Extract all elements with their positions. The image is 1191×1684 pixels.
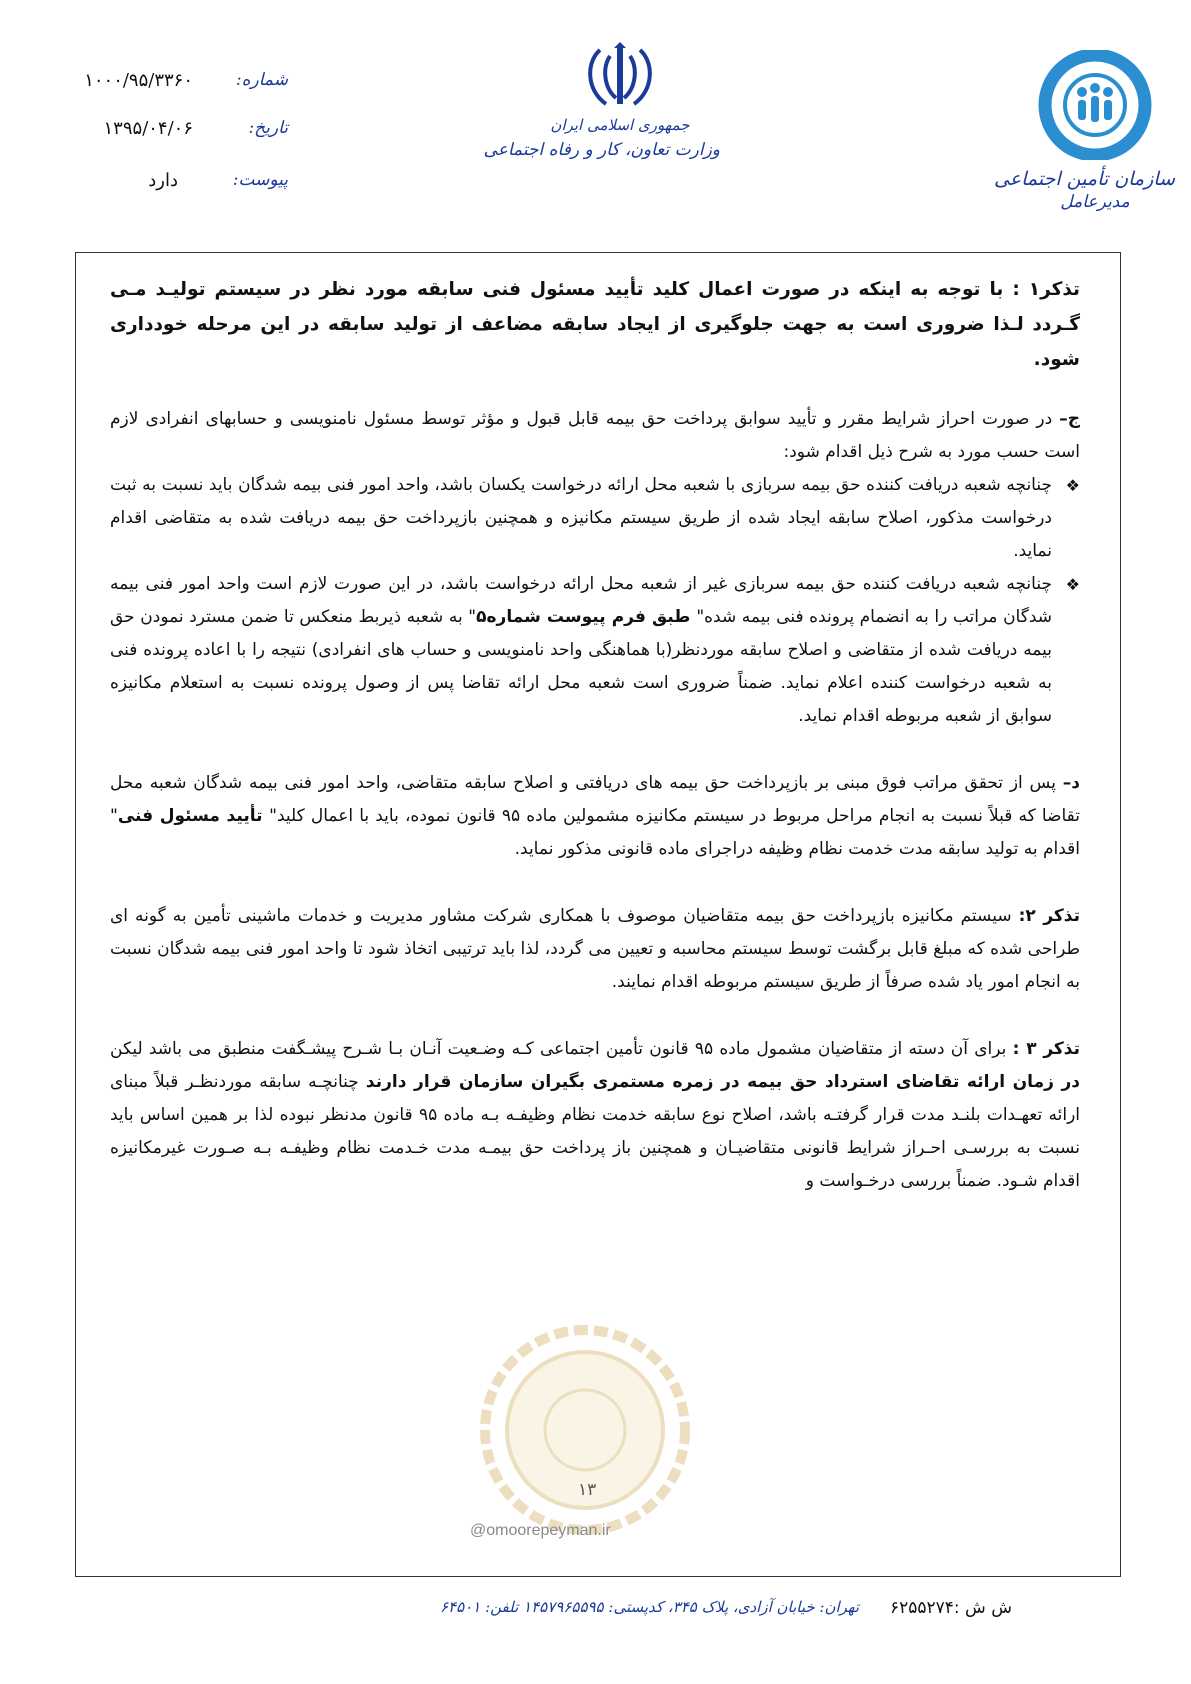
spacer — [110, 866, 1080, 900]
note-3-heading: تذکر ۳ : — [1012, 1039, 1081, 1059]
spacer — [110, 733, 1080, 767]
note-2-heading: تذکر ۲: — [1018, 906, 1080, 926]
bullet-item — [110, 568, 1080, 733]
page-number: ۱۳ — [578, 1480, 597, 1500]
watermark-text: @omoorepeyman.ir — [470, 1522, 611, 1539]
date-value: ۱۳۹۵/۰۴/۰۶ — [103, 118, 193, 139]
note-3 — [110, 1033, 1080, 1198]
ministry-header — [483, 42, 720, 160]
organization-sub: مدیرعامل — [1060, 192, 1130, 212]
bullet-item — [110, 469, 1080, 568]
social-security-logo-icon — [1030, 50, 1160, 160]
organization-name: سازمان تأمین اجتماعی — [993, 168, 1175, 190]
number-row — [48, 70, 288, 106]
organization-logo — [993, 50, 1175, 212]
bullet-2-text-b: " به شعبه ذیربط منعکس تا ضمن مسترد نمودن حق بیمه دریافت شده از متقاضی و اصلاح سابقه موردنظر(با هماهنگی واحد نامنویسی و حساب های انفرادی) نتیجه را با اعاده پرونده فنی به شعبه درخواست کننده اعلام نماید. ضمناً ضروری است شعبه محل ارائه تقاضا پس از وصول پرونده نسبت به استعلام مکانیزه سوابق از شعبه مربوطه اقدام نماید. — [110, 607, 1052, 726]
footer-code: ش ش :۶۲۵۵۲۷۴ — [890, 1598, 1012, 1618]
note-3-text-a: برای آن دسته از متقاضیان مشمول ماده ۹۵ قانون تأمین اجتماعی کـه وضـعیت آنـان بـا شـرح پیشـگفت منطبق می باشد لیکن — [110, 1039, 1013, 1059]
footer-address: تهران: خیابان آزادی، پلاک ۳۴۵، کدپستی: ۱۴۵۷۹۶۵۵۹۵ تلفن: ۶۴۵۰۱ — [440, 1598, 860, 1616]
date-row — [48, 118, 288, 154]
date-label: تاریخ: — [248, 118, 288, 138]
section-j — [110, 403, 1080, 469]
diamond-bullet-icon: ❖ — [1065, 575, 1080, 594]
number-label: شماره: — [235, 70, 288, 90]
bullet-2-bold: طبق فرم پیوست شماره۵ — [476, 607, 697, 627]
iran-emblem-icon — [580, 42, 660, 114]
bullet-2-text-a: چنانچه شعبه دریافت کننده حق بیمه سربازی غیر از شعبه محل ارائه درخواست باشد، در این صورت لازم است واحد امور فنی بیمه شدگان مراتب را به انضمام پرونده فنی بیمه شده" — [110, 574, 1052, 627]
watermark-seal-icon — [475, 1320, 695, 1540]
spacer — [110, 999, 1080, 1033]
section-j-heading: ج– — [1059, 409, 1080, 429]
note-3-bold: در زمان ارائه تقاضای استرداد حق بیمه در زمره مستمری بگیران سازمان قرار دارند — [365, 1072, 1080, 1092]
section-d-heading: د– — [1062, 773, 1080, 793]
section-d-bold: تأیید مسئول فنی — [117, 806, 270, 826]
ministry-line1: جمهوری اسلامی ایران — [550, 116, 690, 134]
attachment-row — [48, 170, 288, 206]
note-2 — [110, 900, 1080, 999]
section-d-text-a: پس از تحقق مراتب فوق مبنی بر بازپرداخت حق بیمه های دریافتی و اصلاح سابقه متقاضی، واحد امور فنی بیمه شدگان شعبه محل تقاضا که قبلاً نسبت به انجام مراحل مربوط در سیستم مکانیزه مشمولین ماده ۹۵ قانون نموده، باید با اعمال کلید" — [110, 773, 1080, 826]
section-d — [110, 767, 1080, 866]
section-j-text: در صورت احراز شرایط مقرر و تأیید سوابق پرداخت حق بیمه قابل قبول و مؤثر توسط مسئول نامنویسی و حسابهای انفرادی لازم است حسب مورد به شرح ذیل اقدام شود: — [110, 409, 1080, 462]
attachment-value: دارد — [148, 170, 178, 191]
attachment-label: پیوست: — [232, 170, 288, 190]
letter-body — [110, 272, 1080, 1198]
section-d-text-b: " اقدام به تولید سابقه مدت خدمت نظام وظیفه دراجرای ماده قانونی مذکور نماید. — [110, 806, 1080, 859]
note-2-text: سیستم مکانیزه بازپرداخت حق بیمه متقاضیان موصوف با همکاری شرکت مشاور مدیریت و خدمات ماشینی تأمین به گونه ای طراحی شده که مبلغ قابل برگشت توسط سیستم محاسبه و تعیین می گردد، لذا باید ترتیبی اتخاذ شود تا واحد امور فنی بیمه شدگان نسبت به انجام امور یاد شده صرفاً از طریق سیستم مربوطه اقدام نمایند. — [110, 906, 1080, 992]
number-value: ۱۰۰۰/۹۵/۳۳۶۰ — [84, 70, 193, 91]
ministry-line2: وزارت تعاون، کار و رفاه اجتماعی — [483, 140, 720, 160]
note-1: تذکر۱ : با توجه به اینکه در صورت اعمال کلید تأیید مسئول فنی سابقه مورد نظر در سیستم تولیـد مـی گـردد لـذا ضروری است به جهت جلوگیری از ایجاد سابقه مضاعف از تولید سابقه در این مرحله خودداری شود. — [110, 279, 1080, 370]
note-3-text-b: چنانچـه سابقه موردنظـر قبلاً مبنای ارائه تعهـدات بلنـد مدت قرار گرفتـه باشد، اصلاح نوع سابقه خدمت نظام وظیفـه بـه ماده ۹۵ قانون مدنظر نبوده لذا بر همین اساس باید نسبت به بررسـی احـراز شرایط قانونی متقاضیـان و همچنین باز پرداخت حق بیمـه مدت خـدمت نظام وظیفـه بـه صـورت غیرمکانیزه اقدام شـود. ضمناً بررسی درخـواست و — [110, 1072, 1081, 1191]
bullet-1-text: چنانچه شعبه دریافت کننده حق بیمه سربازی با شعبه محل ارائه درخواست یکسان باشد، واحد امور فنی بیمه شدگان باید نسبت به ثبت درخواست مذکور، اصلاح سابقه ایجاد شده از طریق سیستم مکانیزه و همچنین بازپرداخت حق بیمه دریافت شده به متقاضی اقدام نماید. — [110, 475, 1052, 561]
diamond-bullet-icon: ❖ — [1065, 476, 1080, 495]
